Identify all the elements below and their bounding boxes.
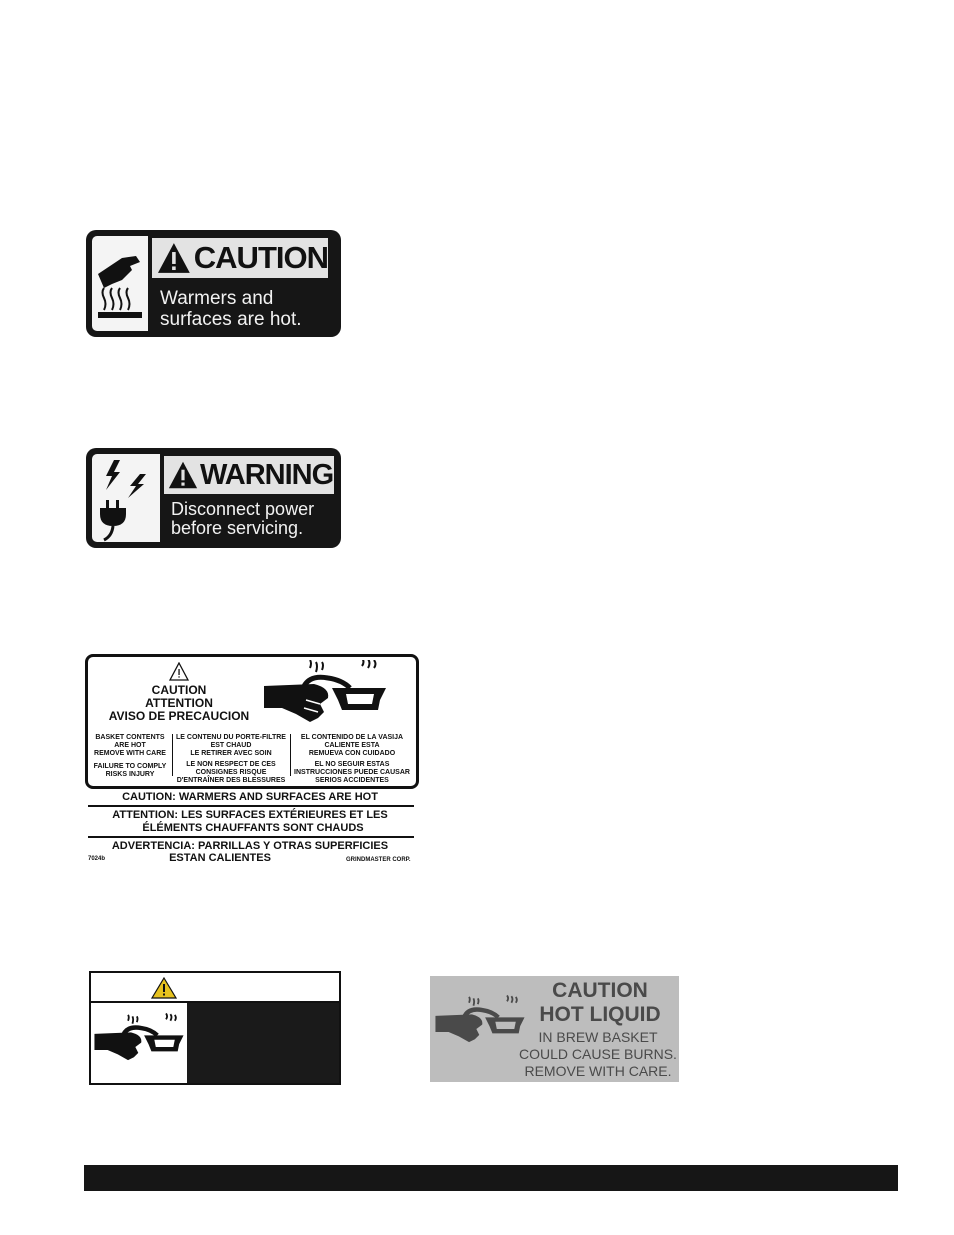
hot-liquid-message-line: IN BREW BASKET	[538, 1029, 658, 1045]
tri-col-line: EST CHAUD	[210, 742, 252, 749]
tri-strip-fr	[88, 809, 412, 835]
tri-col-line: ARE HOT	[114, 742, 146, 749]
caution-message	[160, 288, 302, 330]
caution-message-line: surfaces are hot.	[160, 309, 302, 330]
tri-manufacturer: GRINDMASTER CORP.	[346, 857, 411, 863]
hot-liquid-heading: HOT LIQUID	[539, 1003, 661, 1026]
warning-heading: WARNING	[200, 458, 334, 491]
hot-liquid-caution-heading: CAUTION	[552, 979, 648, 1002]
tri-col-line: LE RETIRER AVEC SOIN	[190, 750, 272, 757]
tri-col-es	[290, 734, 414, 785]
warning-triangle-yellow-icon	[151, 977, 177, 999]
warning-message-line: before servicing.	[171, 518, 304, 538]
tri-part-number: 7024b	[88, 856, 106, 862]
tri-col-line: SERIOS ACCIDENTES	[315, 777, 389, 784]
warning-triangle-icon	[156, 241, 192, 275]
tri-col-line: D'ENTRAÎNER DES BLESSURES	[176, 777, 286, 784]
warning-power-label	[86, 448, 341, 548]
caution-heading: CAUTION	[193, 240, 328, 275]
tri-strip-line: ATTENTION: LES SURFACES EXTÉRIEURES ET LES	[112, 809, 388, 821]
caution-heading-bar	[152, 238, 328, 278]
hand-basket-hot-liquid-icon	[93, 1009, 185, 1069]
tri-strip-rule	[88, 805, 414, 807]
tri-col-line: REMUEVA CON CUIDADO	[308, 750, 396, 757]
warning-heading-bar	[164, 456, 334, 494]
caution-message-line: Warmers and	[160, 288, 274, 309]
tri-col-line: BASKET CONTENTS	[95, 734, 165, 741]
caution-triangle-outline-icon	[169, 662, 189, 681]
tri-strip-en: CAUTION: WARMERS AND SURFACES ARE HOT	[122, 791, 378, 803]
tri-strip-line: ESTAN CALIENTES	[169, 852, 271, 864]
tri-col-line: LE CONTENU DU PORTE-FILTRE	[176, 734, 286, 741]
tri-col-line: CALIENTE ESTA	[324, 742, 380, 749]
hand-basket-hot-liquid-icon	[262, 660, 388, 726]
hot-liquid-message-line: COULD CAUSE BURNS.	[519, 1046, 677, 1062]
caution-warmers-label	[86, 230, 341, 337]
label4-black-panel	[187, 1003, 339, 1083]
tri-col-line: INSTRUCCIONES PUEDE CAUSAR	[294, 769, 410, 776]
tri-strip-line: ÉLÉMENTS CHAUFFANTS SONT CHAUDS	[142, 822, 364, 834]
tri-strip-line: ADVERTENCIA: PARRILLAS Y OTRAS SUPERFICIES	[111, 840, 389, 852]
tri-col-line: RISKS INJURY	[105, 771, 155, 778]
tri-col-line: EL CONTENIDO DE LA VASIJA	[300, 734, 404, 741]
tri-col-en	[88, 734, 172, 779]
tri-col-fr	[172, 734, 290, 785]
hot-surface-pictogram	[92, 236, 148, 331]
hot-liquid-caution-label	[430, 976, 679, 1082]
tri-heading-fr: ATTENTION	[145, 696, 213, 710]
warning-message-line: Disconnect power	[171, 499, 315, 519]
tri-heading-en: CAUTION	[151, 683, 207, 697]
electric-plug-shock-icon	[92, 454, 160, 542]
tri-strip-rule	[88, 836, 414, 838]
hot-surface-hand-icon	[92, 236, 148, 331]
tri-col-line: REMOVE WITH CARE	[94, 750, 166, 757]
page-footer-bar	[84, 1165, 898, 1191]
tri-col-line: EL NO SEGUIR ESTAS	[314, 761, 390, 768]
tri-col-line: CONSIGNES RISQUE	[195, 769, 267, 776]
warning-message	[171, 500, 314, 538]
tri-col-line: LE NON RESPECT DE CES	[186, 761, 276, 768]
warning-triangle-icon	[167, 460, 199, 490]
pictogram-caution-label	[89, 971, 341, 1085]
electrical-pictogram	[92, 454, 160, 542]
tri-heading-es: AVISO DE PRECAUCION	[108, 709, 250, 723]
tri-col-line: FAILURE TO COMPLY	[93, 763, 167, 770]
hand-basket-hot-liquid-icon	[434, 990, 526, 1052]
hot-liquid-message-line: REMOVE WITH CARE.	[524, 1063, 672, 1079]
